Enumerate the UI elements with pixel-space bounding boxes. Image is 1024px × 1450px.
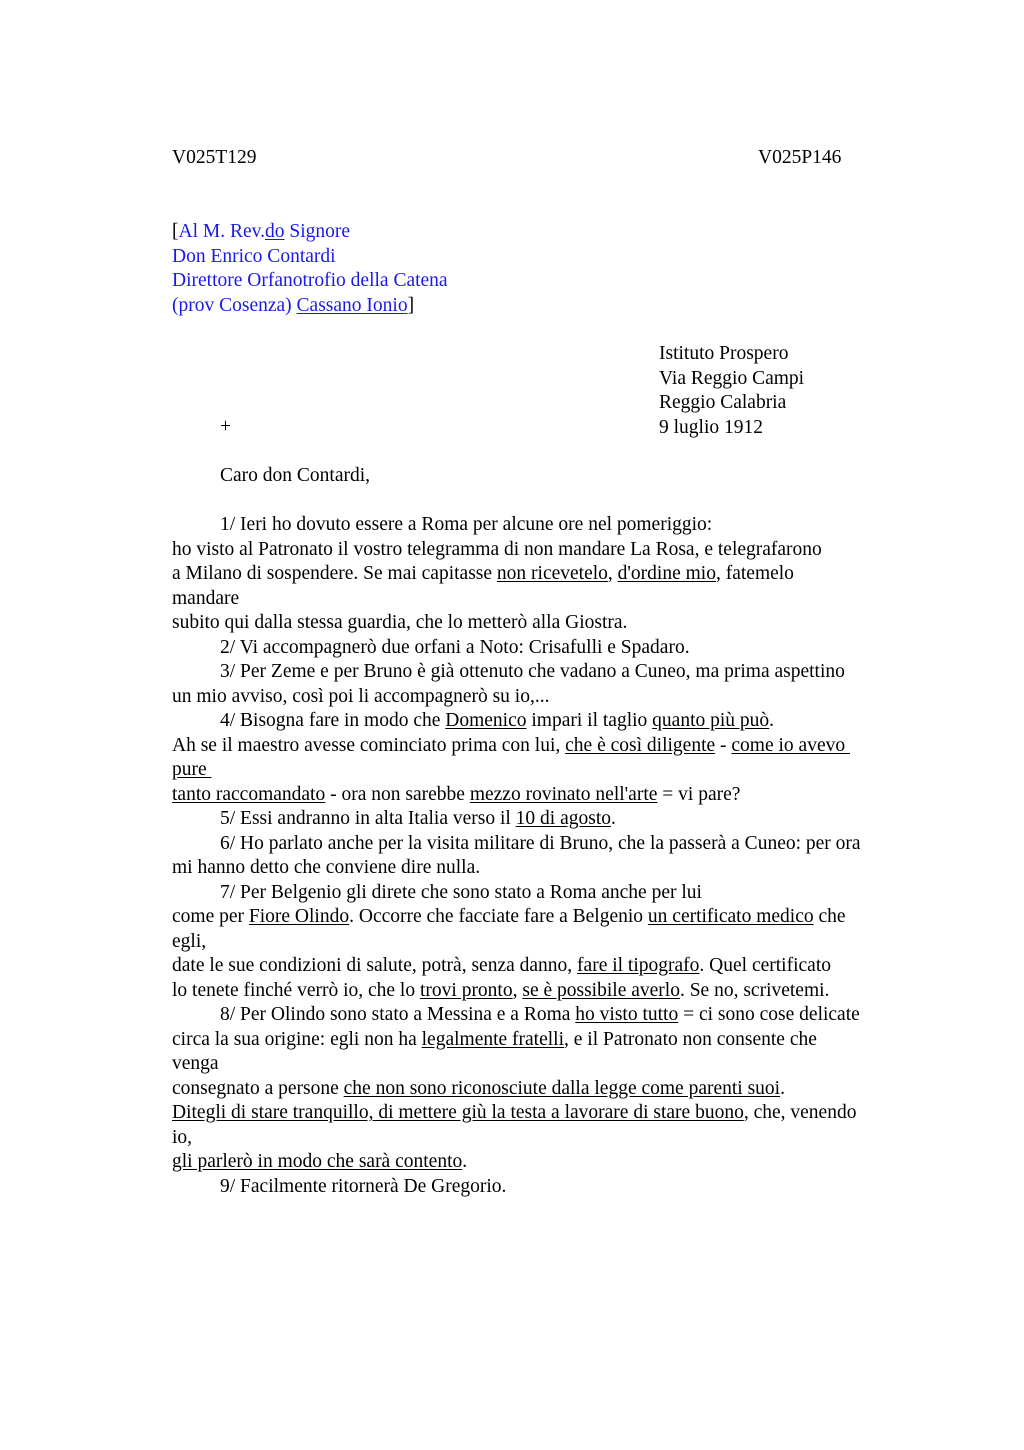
- body-line: 6/ Ho parlato anche per la visita militare di Bruno, che la passerà a Cuneo: per ora: [220, 832, 861, 854]
- text-run: .: [611, 808, 616, 829]
- body-line: [172, 758, 932, 783]
- body-line: [172, 1150, 932, 1175]
- text-run: ,: [607, 563, 618, 584]
- text-run: date le sue condizioni di salute, potrà, senza danno,: [172, 955, 578, 976]
- address-province: (prov Cosenza): [172, 294, 297, 316]
- greeting: Caro don Contardi,: [220, 465, 371, 486]
- underlined-text: quanto più può: [652, 710, 770, 731]
- body-line: [172, 709, 932, 734]
- text-run: - ora non sarebbe: [325, 783, 470, 805]
- body-line: ho visto al Patronato il vostro telegramma di non mandare La Rosa, e telegrafarono: [172, 538, 822, 560]
- body-line: [172, 905, 932, 930]
- text-run: . Quel certificato: [699, 955, 831, 976]
- recipient-address: [172, 220, 448, 318]
- underlined-text: legalmente fratelli: [421, 1028, 565, 1050]
- body-line: [172, 1028, 932, 1053]
- text-run: che: [813, 906, 846, 927]
- text-run: , che, venendo: [743, 1102, 857, 1123]
- address-line-4: [172, 294, 448, 319]
- body-line: [172, 954, 932, 979]
- body-line: subito qui dalla stessa guardia, che lo metterò alla Giostra.: [172, 612, 628, 633]
- underlined-text: gli parlerò in modo che sarà contento: [172, 1151, 463, 1172]
- text-run: 4/ Bisogna fare in modo che: [220, 710, 446, 731]
- underlined-text: che è così diligente: [565, 734, 716, 756]
- underlined-text: se è possibile averlo: [522, 979, 680, 1001]
- address-title-rest: Signore: [284, 221, 351, 242]
- underlined-text: Fiore Olindo: [248, 906, 350, 927]
- text-run: -: [715, 734, 732, 756]
- text-run: circa la sua origine: egli non ha: [172, 1028, 422, 1050]
- sender-block: [659, 342, 804, 440]
- address-town: Cassano Ionio: [296, 294, 408, 316]
- body-line: mi hanno detto che conviene dire nulla.: [172, 857, 481, 878]
- bracket-open: [: [172, 221, 179, 242]
- text-run: lo tenete finché verrò io, che lo: [172, 979, 420, 1001]
- body-line: [172, 562, 932, 587]
- bracket-close: ]: [407, 294, 415, 316]
- body-line: venga: [172, 1053, 219, 1074]
- sender-line-1: Istituto Prospero: [659, 343, 789, 364]
- body-line: egli,: [172, 930, 207, 952]
- text-run: come per: [172, 906, 249, 927]
- underlined-text: Ditegli di stare tranquillo, di mettere giù la testa a lavorare di stare buono: [172, 1102, 744, 1123]
- address-line-1: [172, 220, 448, 245]
- text-run: impari il taglio: [526, 710, 653, 731]
- document-code-left: V025T129: [172, 147, 257, 168]
- text-run: a Milano di sospendere. Se mai capitasse: [172, 563, 497, 584]
- text-run: ,: [512, 979, 523, 1001]
- body-line: 9/ Facilmente ritornerà De Gregorio.: [220, 1175, 507, 1197]
- text-run: .: [462, 1151, 468, 1172]
- body-line: mandare: [172, 587, 240, 609]
- text-run: = ci sono cose delicate: [678, 1004, 860, 1025]
- body-line: 7/ Per Belgenio gli direte che sono stato a Roma anche per lui: [220, 881, 702, 903]
- body-line: 3/ Per Zeme e per Bruno è già ottenuto che vadano a Cuneo, ma prima aspettino: [220, 661, 845, 682]
- document-code-right: V025P146: [758, 147, 842, 168]
- text-run: .: [769, 710, 775, 731]
- underlined-text: ho visto tutto: [575, 1004, 679, 1025]
- body-line: [172, 979, 932, 1004]
- text-run: 5/ Essi andranno in alta Italia verso il: [220, 808, 516, 829]
- underlined-text: fare il tipografo: [577, 955, 700, 976]
- underlined-text: mezzo rovinato nell'arte: [469, 783, 658, 805]
- letter-body: [172, 513, 932, 1199]
- text-run: . Se no, scrivetemi.: [679, 979, 830, 1001]
- body-line: 1/ Ieri ho dovuto essere a Roma per alcune ore nel pomeriggio:: [220, 514, 713, 535]
- address-title-abbr: do: [264, 221, 285, 242]
- cross-symbol: +: [220, 416, 231, 437]
- underlined-text: non ricevetelo: [496, 563, 608, 584]
- text-run: . Occorre che facciate fare a Belgenio: [349, 906, 648, 927]
- body-line: 2/ Vi accompagnerò due orfani a Noto: Crisafulli e Spadaro.: [220, 636, 690, 658]
- body-line: [172, 807, 932, 832]
- address-line-2: Don Enrico Contardi: [172, 245, 336, 267]
- underlined-text: Domenico: [445, 710, 527, 731]
- text-run: 8/ Per Olindo sono stato a Messina e a Roma: [220, 1004, 576, 1025]
- text-run: , fatemelo: [715, 563, 794, 584]
- underlined-text: come io avevo: [731, 734, 850, 756]
- body-line: [172, 1101, 932, 1126]
- underlined-text: d'ordine mio: [617, 563, 716, 584]
- text-run: = vi pare?: [657, 783, 741, 805]
- text-run: , e il Patronato non consente che: [564, 1028, 817, 1050]
- address-line-3: Direttore Orfanotrofio della Catena: [172, 270, 448, 291]
- body-line: io,: [172, 1126, 193, 1148]
- sender-line-3: Reggio Calabria: [659, 392, 787, 413]
- letter-date: 9 luglio 1912: [659, 416, 764, 438]
- body-line: [172, 783, 932, 808]
- text-run: .: [780, 1077, 785, 1099]
- underlined-text: un certificato medico: [647, 906, 814, 927]
- underlined-text: che non sono riconosciute dalla legge come parenti suoi: [343, 1077, 781, 1099]
- underlined-text: 10 di agosto: [515, 808, 612, 829]
- underlined-text: trovi pronto: [419, 979, 513, 1001]
- text-run: consegnato a persone: [172, 1077, 344, 1099]
- sender-line-2: Via Reggio Campi: [659, 367, 805, 389]
- address-title: Al M. Rev.: [178, 221, 265, 242]
- body-line: [172, 734, 932, 759]
- text-run: Ah se il maestro avesse cominciato prima con lui,: [172, 734, 566, 756]
- underlined-text: pure: [172, 759, 212, 780]
- body-line: un mio avviso, così poi li accompagnerò su io,...: [172, 685, 550, 707]
- body-line: [172, 1077, 932, 1102]
- body-line: [172, 1003, 932, 1028]
- underlined-text: tanto raccomandato: [172, 783, 326, 805]
